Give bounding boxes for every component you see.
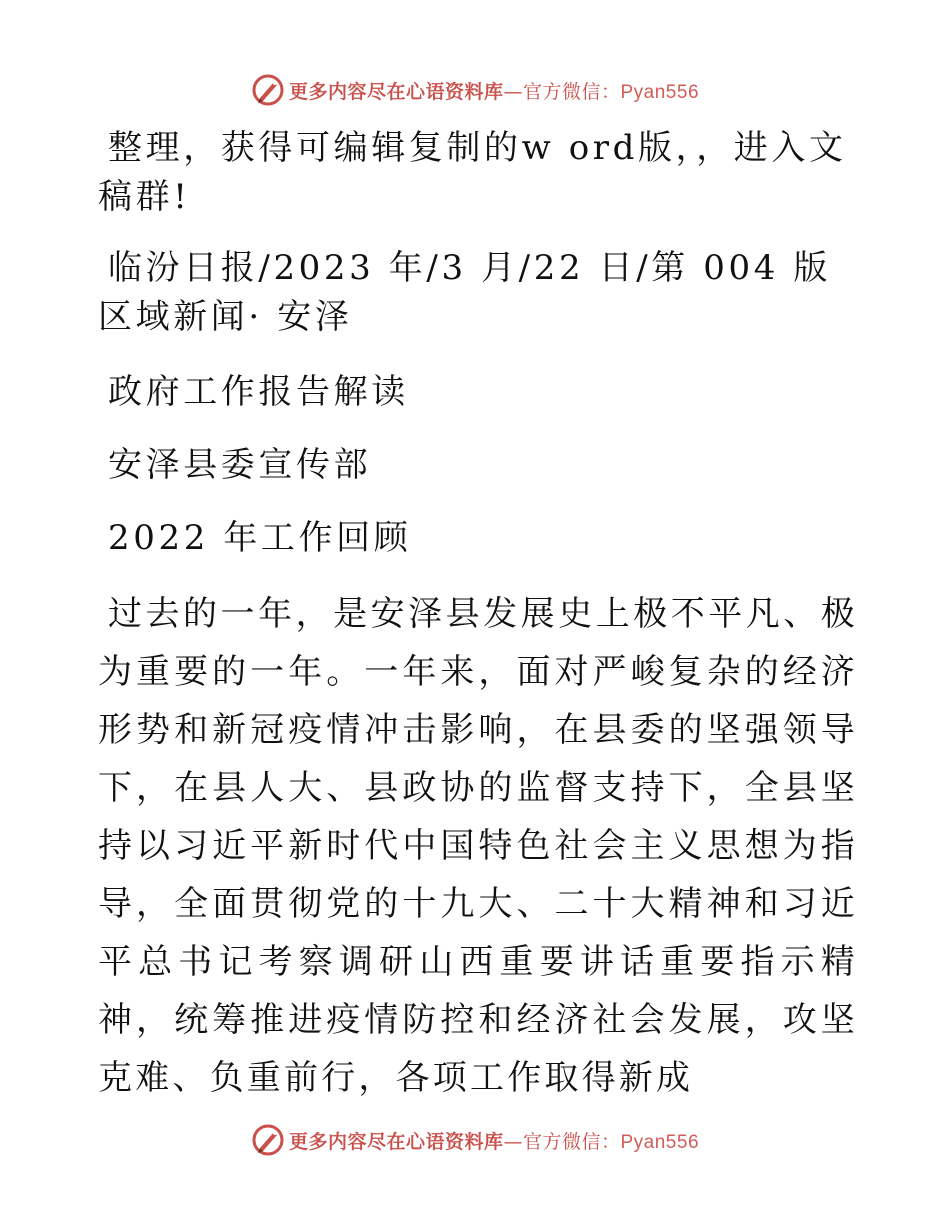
body-paragraph: 过去的一年，是安泽县发展史上极不平凡、极为重要的一年。一年来，面对严峻复杂的经济形势和新冠疫情冲击影响，在县委的坚强领导下，在县人大、县政协的监督支持下，全县坚持以习近平新时代中国特色社会主义思想为指导，全面贯彻党的十九大、二十大精神和习近平总书记考察调研山西重要讲话重要指示精神，统筹推进疫情防控和经济社会发展，攻坚克难、负重前行，各项工作取得新成 [98,594,858,1098]
footer-watermark-banner [0,1120,950,1160]
library-name: 更多内容尽在心语资料库 [288,80,504,103]
banner-separator: — [503,80,523,103]
watermark-text [289,1127,699,1154]
library-name: 更多内容尽在心语资料库 [288,1130,504,1153]
source-line: 临汾日报/2023 年/3 月/22 日/第 004 版区域新闻· 安泽 [98,248,831,337]
intro-paragraph: 整理，获得可编辑复制的w ord版，，进入文稿群! [98,128,847,217]
watermark-text [289,77,699,104]
author-department: 安泽县委宣传部 [108,445,372,485]
wechat-id: Pyan556 [620,81,700,103]
pen-logo-icon [251,1123,285,1157]
wechat-label: 官方微信： [522,80,621,103]
document-content [98,120,858,1107]
banner-separator: — [503,1130,523,1153]
pen-logo-icon [251,73,285,107]
wechat-id: Pyan556 [620,1131,700,1153]
article-title: 政府工作报告解读 [108,372,409,412]
wechat-label: 官方微信： [522,1130,621,1153]
header-watermark-banner [0,70,950,110]
section-heading: 2022 年工作回顾 [108,518,412,558]
